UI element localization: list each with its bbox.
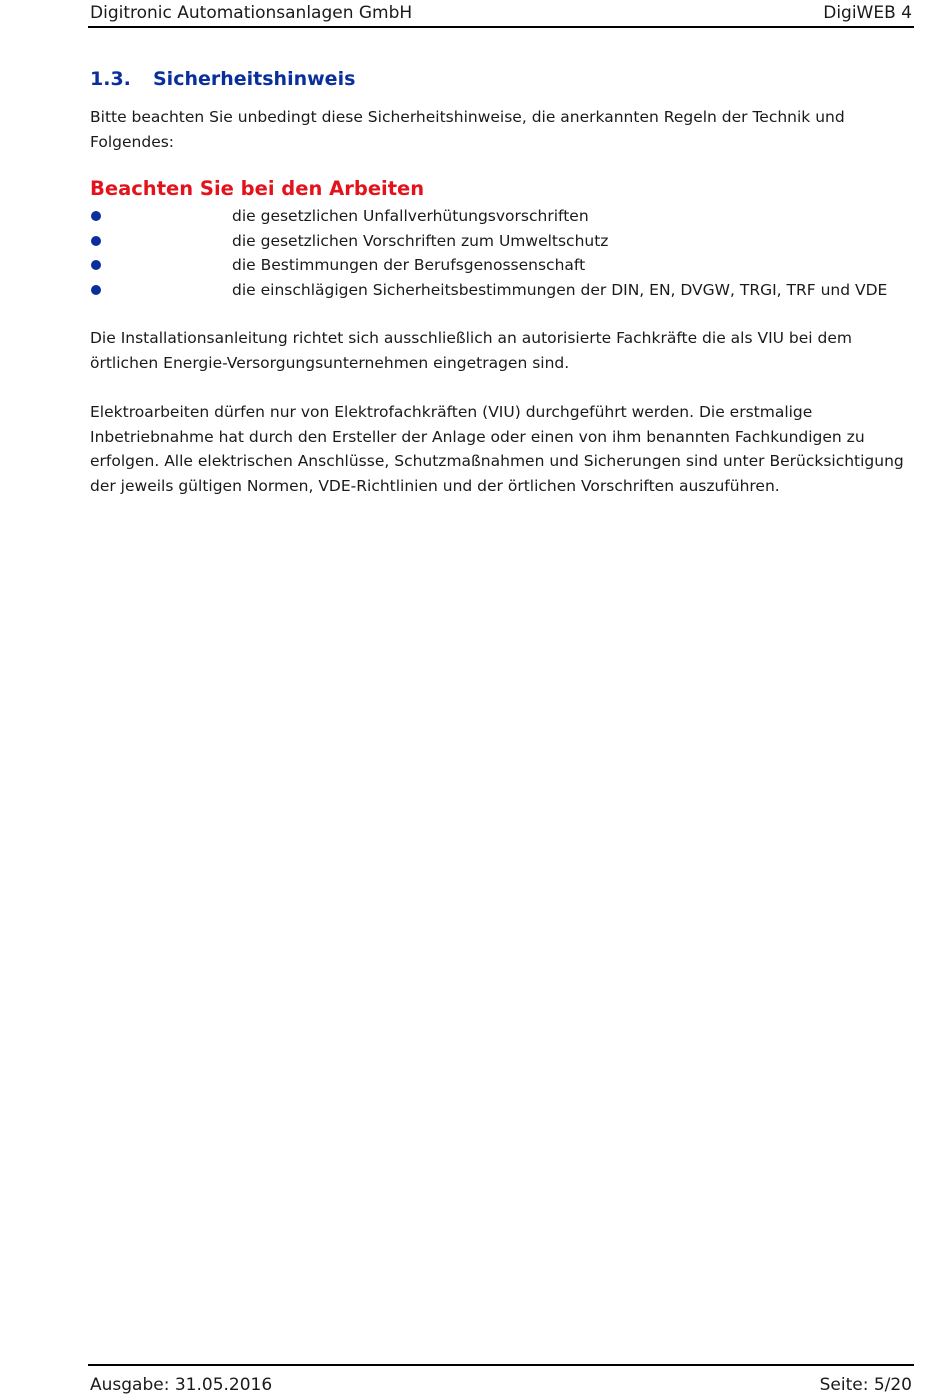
list-item bbox=[90, 253, 914, 278]
footer-page-number: Seite: 5/20 bbox=[819, 1375, 912, 1395]
header-product-name: DigiWEB 4 bbox=[823, 3, 912, 23]
footer-edition-date: Ausgabe: 31.05.2016 bbox=[90, 1375, 273, 1395]
page-header bbox=[88, 2, 914, 28]
safety-bullet-list bbox=[90, 204, 914, 302]
installation-paragraph: Die Installationsanleitung richtet sich ausschließlich an autorisierte Fachkräfte die als VIU bei dem örtlichen Energie-Versorgungsunternehmen eingetragen sind. bbox=[90, 329, 852, 372]
bullet-text: die gesetzlichen Vorschriften zum Umweltschutz bbox=[232, 231, 609, 250]
bullet-dot-icon bbox=[91, 236, 101, 246]
list-item bbox=[90, 229, 914, 254]
bullet-dot-icon bbox=[91, 260, 101, 270]
list-item bbox=[90, 278, 914, 303]
page-footer bbox=[88, 1364, 914, 1396]
section-title: Sicherheitshinweis bbox=[153, 68, 356, 90]
bullet-dot-icon bbox=[91, 211, 101, 221]
section-heading bbox=[90, 66, 355, 92]
section-number: 1.3. bbox=[90, 68, 131, 90]
warning-heading: Beachten Sie bei den Arbeiten bbox=[90, 177, 425, 200]
bullet-text: die einschlägigen Sicherheitsbestimmungen der DIN, EN, DVGW, TRGI, TRF und VDE bbox=[232, 280, 888, 299]
header-company-name: Digitronic Automationsanlagen GmbH bbox=[90, 3, 413, 23]
electrical-work-paragraph: Elektroarbeiten dürfen nur von Elektrofachkräften (VIU) durchgeführt werden. Die erstmalige Inbetriebnahme hat durch den Ersteller der Anlage oder einen von ihm benannten Fachkundigen zu erfolgen. Alle elektrischen Anschlüsse, Schutzmaßnahmen und Sicherungen sind unter Berücksichtigung der jeweils gültigen Normen, VDE-Richtlinien und der örtlichen Vorschriften auszuführen. bbox=[90, 403, 904, 495]
bullet-text: die gesetzlichen Unfallverhütungsvorschriften bbox=[232, 207, 589, 225]
bullet-text: die Bestimmungen der Berufsgenossenschaft bbox=[232, 256, 586, 275]
list-item bbox=[90, 204, 914, 229]
bullet-dot-icon bbox=[91, 285, 101, 295]
intro-paragraph: Bitte beachten Sie unbedingt diese Sicherheitshinweise, die anerkannten Regeln der Technik und Folgendes: bbox=[90, 108, 845, 151]
